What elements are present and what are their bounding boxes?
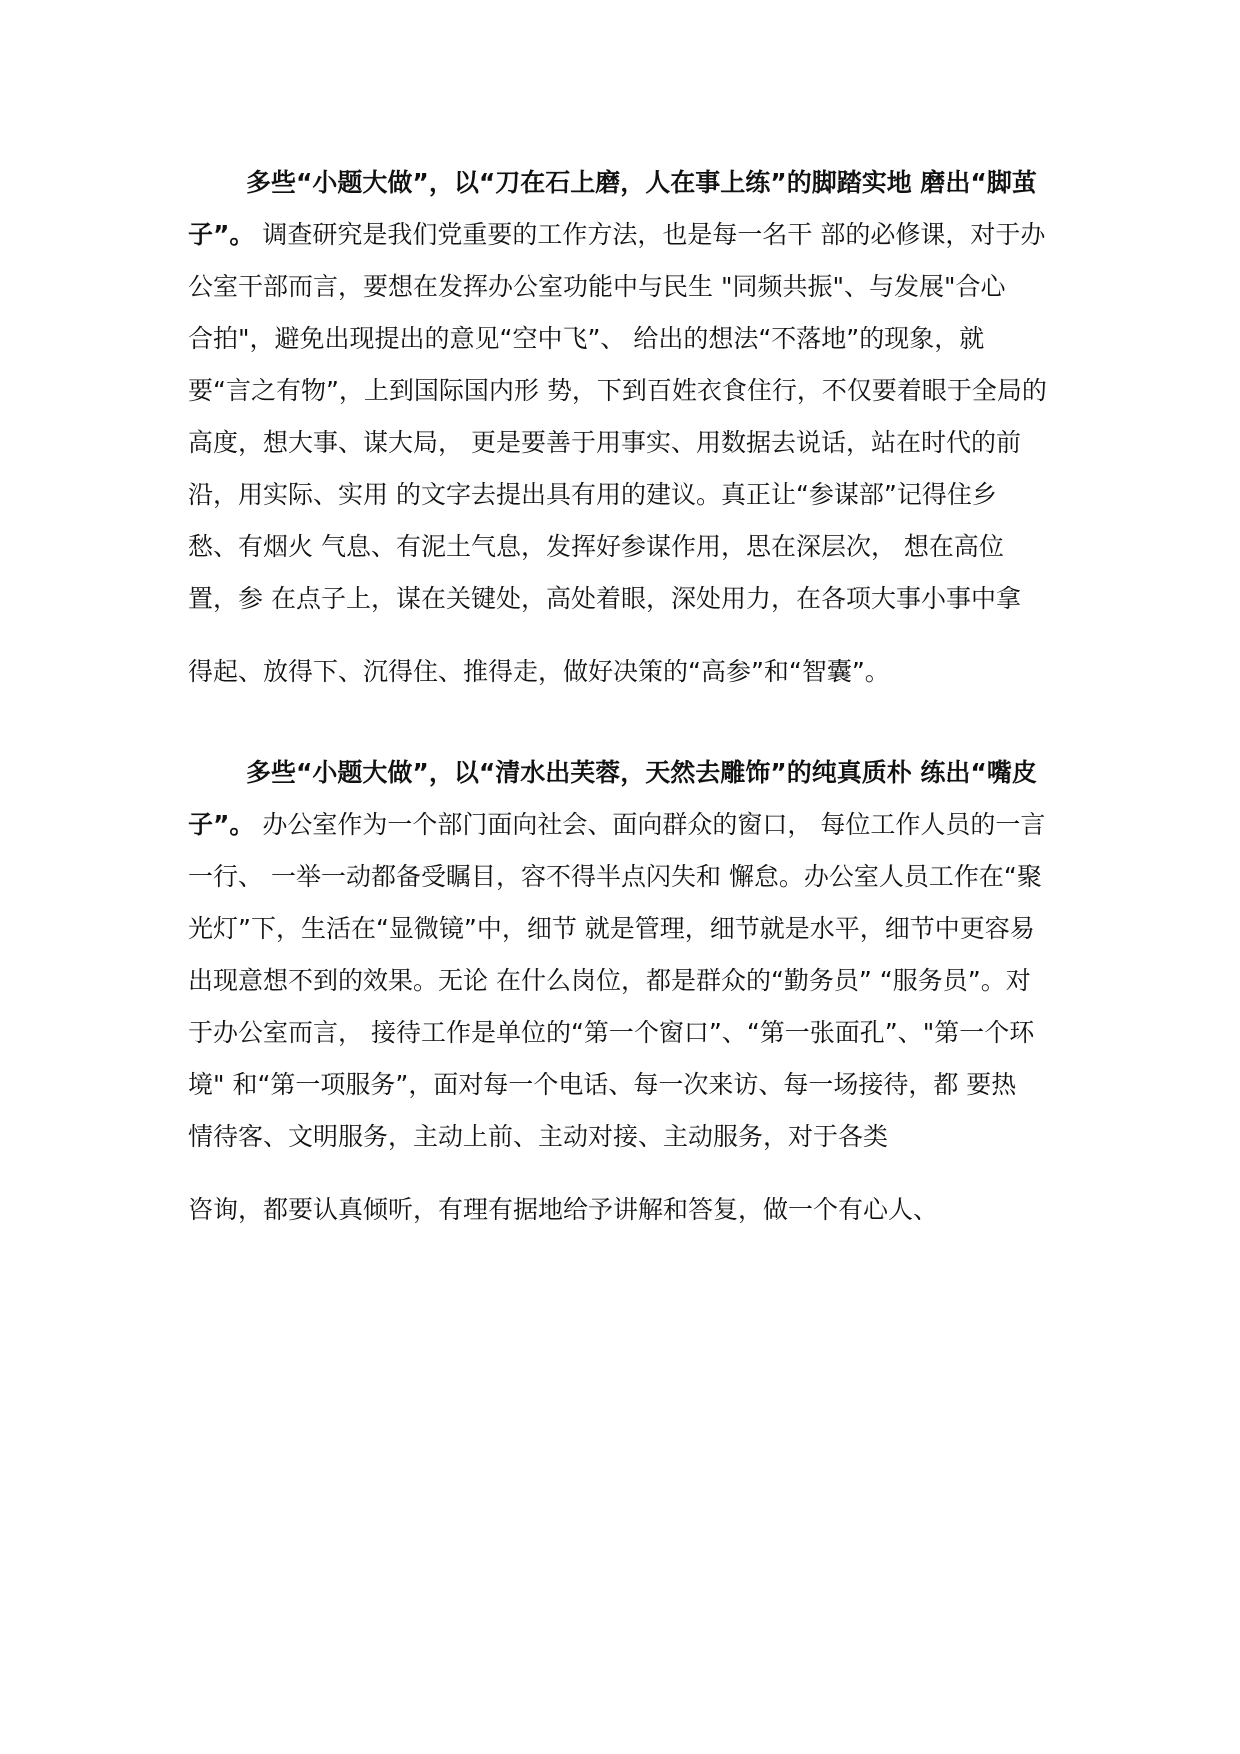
paragraph-2-line-8: 情待客、文明服务，主动上前、主动对接、主动服务，对于各类 (188, 1122, 889, 1151)
paragraph-1-line-10: 得起、放得下、沉得住、推得走，做好决策的“高参”和“智囊”。 (188, 657, 890, 686)
paragraph-1-line-2 (188, 218, 1045, 252)
paragraph-1-line-6: 高度，想大事、谋大局， 更是要善于用事实、用数据去说话，站在时代的前 (188, 428, 1021, 457)
paragraph-1-heading-line: 多些“小题大做”，以“刀在石上磨，人在事上练”的脚踏实地 磨出“脚茧 (246, 168, 1037, 197)
body-text: 调查研究是我们党重要的工作方法，也是每一名干 部的必修课，对于办 (254, 220, 1046, 249)
paragraph-2-line-7: 境" 和“第一项服务”，面对每一个电话、每一次来访、每一场接待，都 要热 (188, 1070, 1017, 1099)
paragraph-2-line-5: 出现意想不到的效果。无论 在什么岗位，都是群众的“勤务员” “服务员”。对 (188, 966, 1031, 995)
heading-end-text: 子”。 (188, 810, 255, 839)
heading-end-text: 子”。 (188, 220, 255, 249)
paragraph-1-line-7: 沿，用实际、实用 的文字去提出具有用的建议。真正让“参谋部”记得住乡 (188, 480, 997, 509)
paragraph-2-line-6: 于办公室而言， 接待工作是单位的“第一个窗口”、“第一张面孔”、"第一个环 (188, 1018, 1035, 1047)
paragraph-1-line-5: 要“言之有物”，上到国际国内形 势，下到百姓衣食住行，不仅要着眼于全局的 (188, 376, 1047, 405)
paragraph-2-line-4: 光灯”下，生活在“显微镜”中，细节 就是管理，细节就是水平，细节中更容易 (188, 914, 1035, 943)
paragraph-1-line-8: 愁、有烟火 气息、有泥土气息，发挥好参谋作用，思在深层次， 想在高位 (188, 532, 1004, 561)
paragraph-2-line-9: 咨询，都要认真倾听，有理有据地给予讲解和答复，做一个有心人、 (188, 1195, 939, 1224)
body-text: 办公室作为一个部门面向社会、面向群众的窗口， 每位工作人员的一言 (254, 810, 1046, 839)
paragraph-2-line-2 (188, 808, 1045, 842)
paragraph-2-line-3: 一行、 一举一动都备受瞩目，容不得半点闪失和 懈怠。办公室人员工作在“聚 (188, 862, 1042, 891)
paragraph-1-line-3: 公室干部而言，要想在发挥办公室功能中与民生 "同频共振"、与发展"合心 (188, 272, 1006, 301)
paragraph-1-line-9: 置，参 在点子上，谋在关键处，高处着眼，深处用力，在各项大事小事中拿 (188, 584, 1021, 613)
paragraph-2-heading-line: 多些“小题大做”，以“清水出芙蓉，天然去雕饰”的纯真质朴 练出“嘴皮 (246, 758, 1037, 787)
paragraph-1-line-4: 合拍"，避免出现提出的意见“空中飞”、 给出的想法“不落地”的现象，就 (188, 324, 985, 353)
